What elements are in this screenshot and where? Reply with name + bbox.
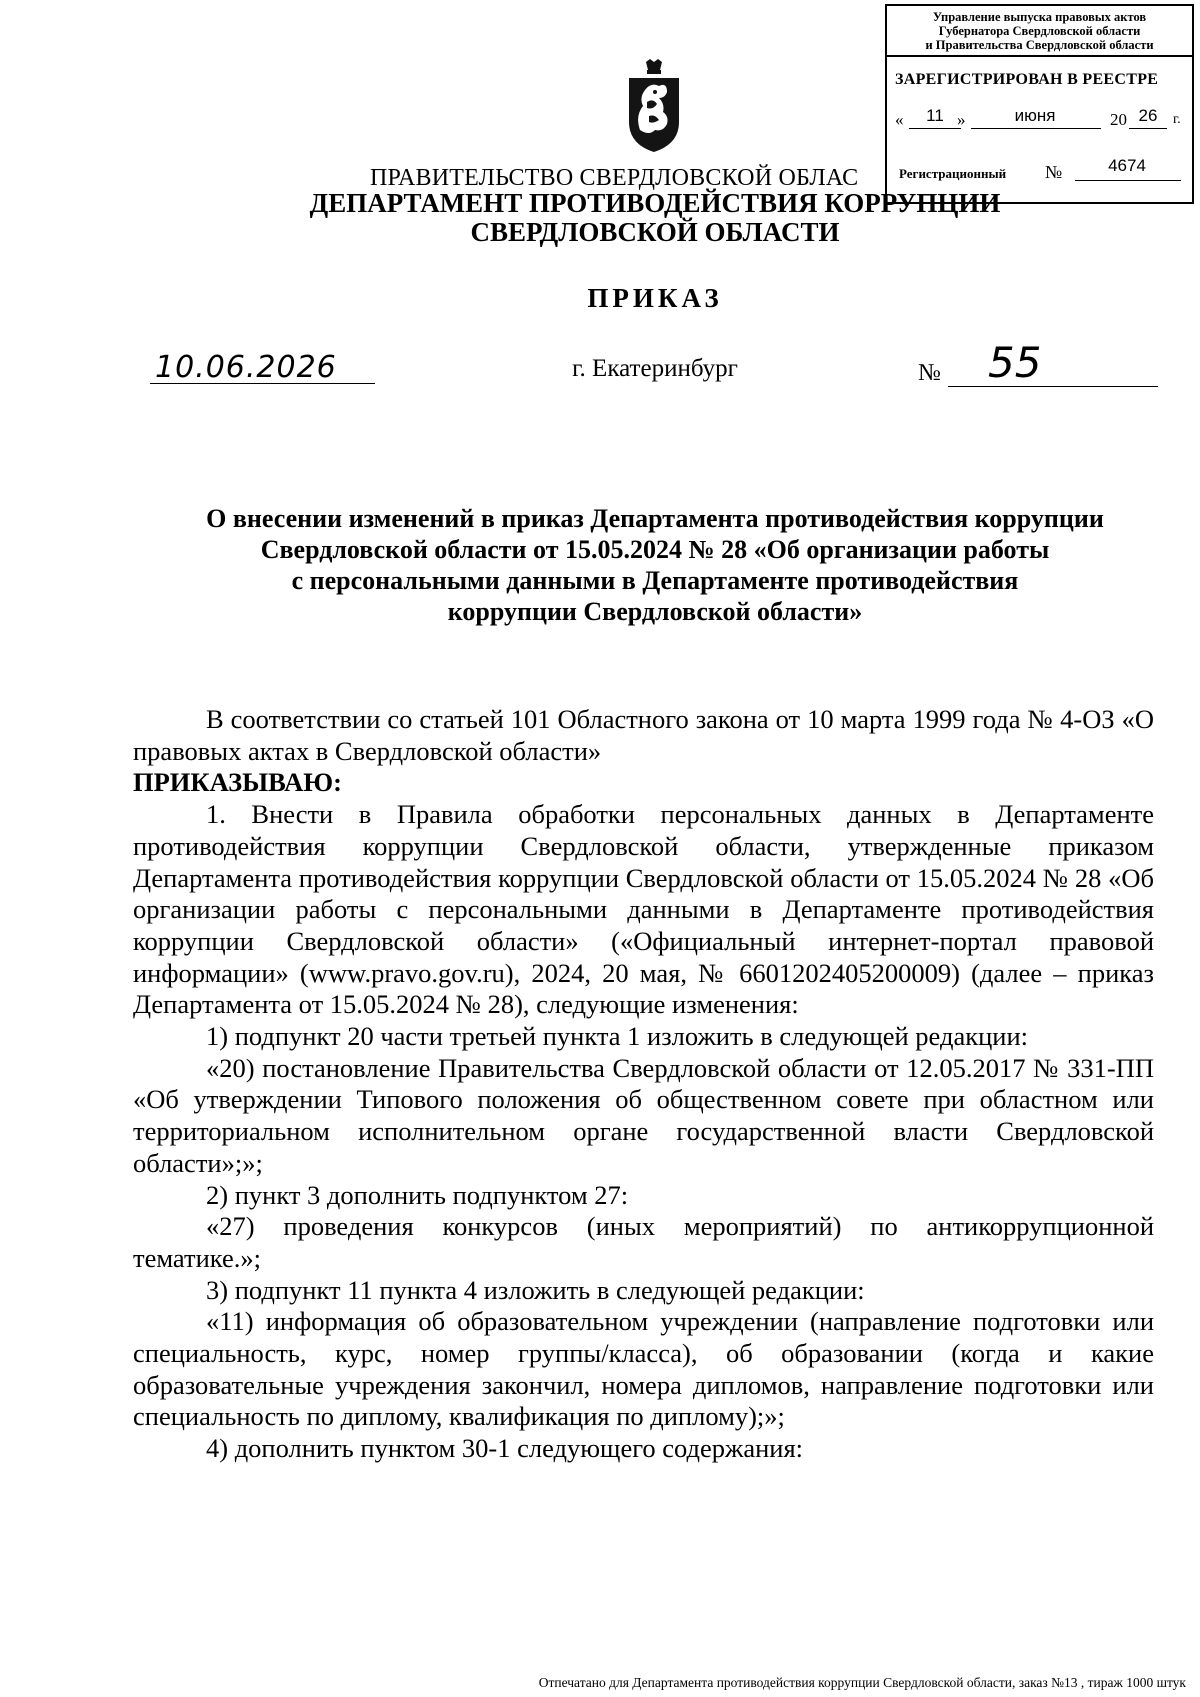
- stamp-reg-sign: №: [1045, 162, 1063, 182]
- paragraph: 1) подпункт 20 части третьей пункта 1 изложить в следующей редакции:: [206, 1021, 1028, 1052]
- stamp-month: июня: [1014, 106, 1056, 125]
- paragraph: 1. Внести в Правила обработки персональных данных в Департаменте противодействия коррупции Свердловской области, утвержденные приказом Департамента противодействия коррупции Свердловской области от 15.05.2024 № 28 «Об организации работы с персональными данными в Департаменте противодействия коррупции Свердловской области» («Официальный интернет-портал правовой информации» (www.pravo.gov.ru), 2024, 20 мая, № 6601202405200009) (далее – приказ Департамента от 15.05.2024 № 28), следующие изменения:: [133, 799, 1154, 1020]
- stamp-reg-number: 4674: [1108, 156, 1146, 175]
- stamp-date-row: « 11 » июня 20 26 г.: [895, 106, 1181, 129]
- stamp-header: [887, 6, 1192, 57]
- title-line: коррупции Свердловской области»: [447, 597, 863, 626]
- government-name: ПРАВИТЕЛЬСТВО СВЕРДЛОВСКОЙ ОБЛАС: [370, 165, 859, 191]
- order-body: [133, 704, 1154, 1465]
- document-type: ПРИКАЗ: [587, 283, 723, 313]
- city: г. Екатеринбург: [572, 355, 738, 382]
- paragraph: «20) постановление Правительства Свердловской области от 12.05.2017 № 331-ПП «Об утверждении Типового положения об общественном совете при областном или территориальном исполнительном органе государственной власти Свердловской области»;»;: [133, 1052, 1154, 1178]
- order-date-handwritten: 10.06.2026: [155, 350, 337, 385]
- stamp-year-suffix: 26: [1138, 106, 1158, 125]
- paragraph: «11) информация об образовательном учреждении (направление подготовки или специальность, курс, номер группы/класса), об образовании (когда и какие образовательные учреждения закончил, номера дипломов, направление подготовки или специальность по диплому, квалификация по диплому);»;: [133, 1306, 1154, 1432]
- order-number-sign: №: [918, 360, 941, 386]
- paragraph: 3) подпункт 11 пункта 4 изложить в следующей редакции:: [206, 1274, 865, 1305]
- stamp-header-line: Губернатора Свердловской области: [938, 24, 1141, 38]
- title-line: с персональными данными в Департаменте противодействия: [291, 566, 1019, 595]
- order-word: ПРИКАЗЫВАЮ:: [133, 767, 342, 798]
- stamp-registered-label: ЗАРЕГИСТРИРОВАН В РЕЕСТРЕ: [895, 71, 1159, 88]
- paragraph: «27) проведения конкурсов (иных мероприятий) по антикоррупционной тематике.»;: [133, 1211, 1154, 1273]
- department-name-line2: СВЕРДЛОВСКОЙ ОБЛАСТИ: [470, 217, 840, 247]
- order-number-handwritten: 55: [988, 338, 1042, 387]
- paragraph: 2) пункт 3 дополнить подпунктом 27:: [206, 1179, 629, 1210]
- order-title: [120, 503, 1190, 627]
- preamble: В соответствии со статьей 101 Областного закона от 10 марта 1999 года № 4-ОЗ «О правовых актах в Свердловской области»: [133, 704, 1154, 766]
- stamp-day: 11: [926, 106, 944, 125]
- stamp-year-prefix: 20: [1110, 110, 1127, 129]
- print-footer: Отпечатано для Департамента противодействия коррупции Свердловской области, заказ №13 , тираж 1000 штук: [538, 1675, 1186, 1690]
- title-line: О внесении изменений в приказ Департамента противодействия коррупции: [206, 504, 1104, 533]
- stamp-header-line: и Правительства Свердловской области: [925, 38, 1154, 52]
- stamp-reg-label: Регистрационный: [899, 166, 1007, 181]
- stamp-number-row: [895, 156, 1185, 190]
- department-name-line1: ДЕПАРТАМЕНТ ПРОТИВОДЕЙСТВИЯ КОРРУПЦИИ: [309, 188, 1001, 218]
- stamp-header-line: Управление выпуска правовых актов: [932, 10, 1147, 24]
- stamp-year-unit: г.: [1173, 112, 1181, 127]
- coat-of-arms-icon: [625, 58, 683, 154]
- registration-stamp: [885, 4, 1194, 204]
- title-line: Свердловской области от 15.05.2024 № 28 «Об организации работы: [260, 535, 1050, 564]
- paragraph: 4) дополнить пунктом 30-1 следующего содержания:: [206, 1433, 804, 1464]
